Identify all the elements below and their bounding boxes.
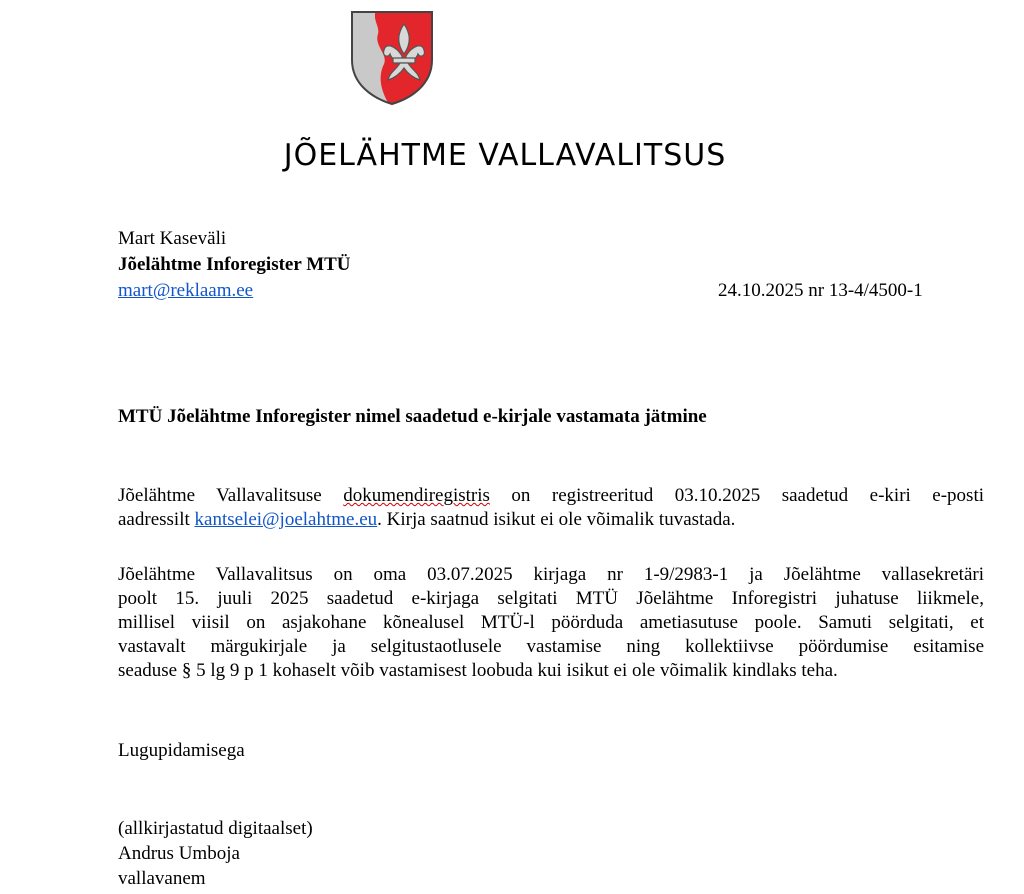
recipient-email-link[interactable]: mart@reklaam.ee [118,280,254,301]
coat-of-arms-icon [350,10,434,106]
paragraph-line [118,484,984,508]
paragraph-line [118,508,984,532]
paragraph-line: Jõelähtme Vallavalitsus on oma 03.07.2025 kirjaga nr 1-9/2983-1 ja Jõelähtme vallasekretäri [118,564,984,585]
paragraph-line: millisel viisil on asjakohane kõnealusel MTÜ-l pöörduda ametiasutuse poole. Samuti selgitati, et [118,612,984,633]
body-paragraph-1 [118,484,984,532]
text-run: aadressilt [118,509,195,530]
signer-name: Andrus Umboja [118,843,240,864]
recipient-name: Mart Kaseväli [118,228,227,249]
signature-note: (allkirjastatud digitaalset) [118,818,313,839]
organization-title: JÕELÄHTME VALLAVALITSUS [283,138,727,173]
closing-salutation: Lugupidamisega [118,740,245,761]
spellcheck-flagged-word: dokumendiregistris [343,485,490,506]
text-run: . Kirja saatnud isikut ei ole võimalik tuvastada. [377,509,736,530]
paragraph-line: vastavalt märgukirjale ja selgitustaotlusele vastamise ning kollektiivse pöördumise esitamise [118,636,984,657]
office-email-link[interactable]: kantselei@joelahtme.eu [194,509,378,530]
paragraph-line: poolt 15. juuli 2025 saadetud e-kirjaga selgitati MTÜ Jõelähtme Inforegistri juhatuse liikmele, [118,588,984,609]
recipient-organization: Jõelähtme Inforegister MTÜ [118,254,351,275]
signer-title: vallavanem [118,868,206,889]
text-run: Jõelähtme Vallavalitsuse [118,485,344,506]
text-run: on registreeritud 03.10.2025 saadetud e-kiri e-posti [489,485,985,506]
document-date-reference: 24.10.2025 nr 13-4/4500-1 [718,280,923,301]
paragraph-line: seaduse § 5 lg 9 p 1 kohaselt võib vastamisest loobuda kui isikut ei ole võimalik kindlaks teha. [118,660,838,681]
body-paragraph-2 [118,563,984,683]
document-subject: MTÜ Jõelähtme Inforegister nimel saadetud e-kirjale vastamata jätmine [118,406,707,427]
